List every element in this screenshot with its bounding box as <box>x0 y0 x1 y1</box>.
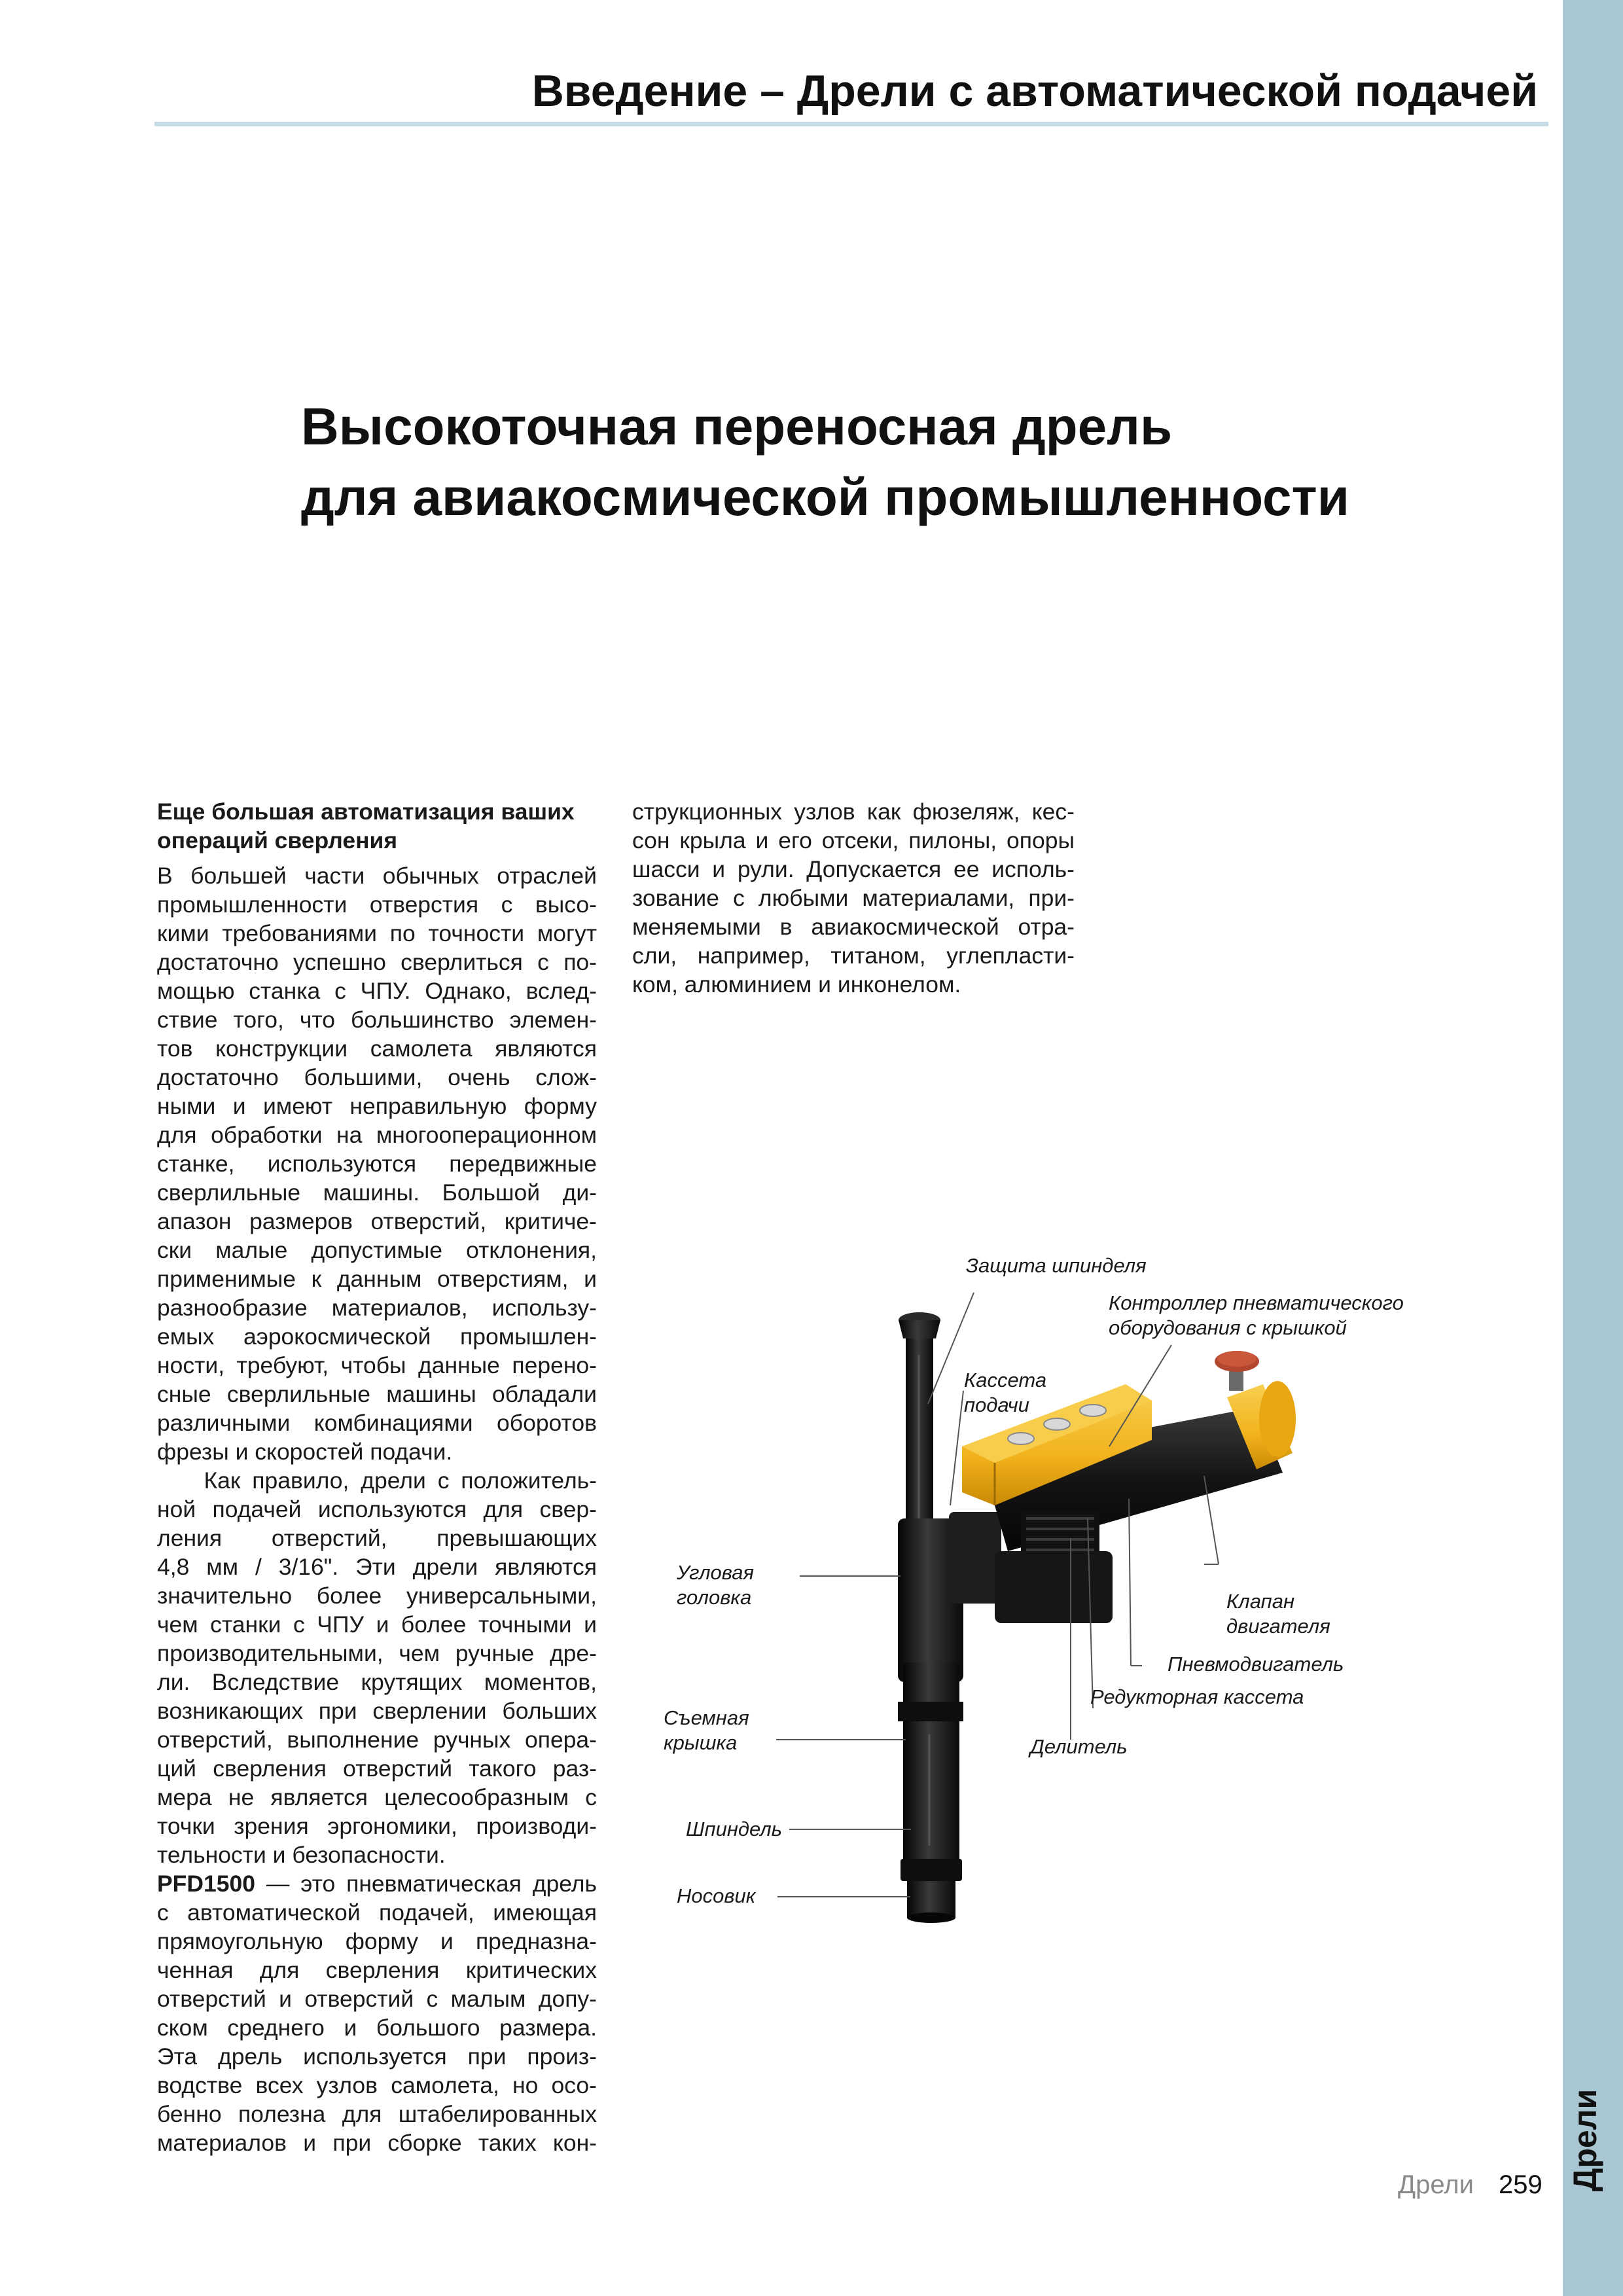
paragraph-line: сные сверлильные машины обладали <box>157 1381 597 1407</box>
paragraph-line: Как правило, дрели с положитель- <box>157 1467 597 1494</box>
paragraph-line: отверстий, выполнение ручных опера- <box>157 1727 597 1753</box>
paragraph-line: струкционных узлов как фюзеляж, кес- <box>632 798 1075 825</box>
angle-head-part <box>898 1512 1001 1682</box>
page-header-title: Введение – Дрели с автоматической подачей <box>531 66 1538 116</box>
paragraph-text: — это пневматическая дрель <box>255 1871 597 1897</box>
paragraph-line: материалов и при сборке таких кон- <box>157 2130 597 2156</box>
paragraph-line: ций сверления отверстий такого раз- <box>157 1755 597 1782</box>
subheading-line: операций сверления <box>157 827 398 853</box>
label-motor-valve <box>1226 1589 1330 1639</box>
paragraph-line: меняемыми в авиакосмической отра- <box>632 914 1075 940</box>
page-number: 259 <box>1499 2170 1543 2199</box>
paragraph-line: 4,8 мм / 3/16". Эти дрели являются <box>157 1554 597 1580</box>
drill-illustration <box>654 1244 1479 1950</box>
paragraph-line: сверлильные машины. Большой ди- <box>157 1179 597 1206</box>
paragraph-line: для обработки на многооперационном <box>157 1122 597 1148</box>
paragraph-2 <box>157 1466 597 1869</box>
paragraph-line: ски малые допустимые отклонения, <box>157 1237 597 1263</box>
paragraph-line: достаточно большими, очень слож- <box>157 1064 597 1090</box>
paragraph-line: станке, используются передвижные <box>157 1151 597 1177</box>
label-line: головка <box>677 1586 752 1609</box>
paragraph-line: разнообразие материалов, использу- <box>157 1295 597 1321</box>
paragraph-line: прямоугольную форму и предназна- <box>157 1928 597 1954</box>
paragraph-line: шасси и рули. Допускается ее исполь- <box>632 856 1075 882</box>
paragraph-line: тельности и безопасности. <box>157 1842 446 1868</box>
paragraph-1 <box>157 861 597 1466</box>
paragraph-line: сли, например, титаном, углепласти- <box>632 942 1075 969</box>
product-model: PFD1500 <box>157 1871 255 1897</box>
label-feed-cassette <box>964 1368 1046 1418</box>
paragraph-line: достаточно успешно сверлиться с по- <box>157 949 597 975</box>
main-title-line-1: Высокоточная переносная дрель <box>301 397 1173 456</box>
side-tab <box>1563 0 1623 2296</box>
label-gear-cassette: Редукторная кассета <box>1090 1685 1304 1708</box>
paragraph-line: мера не является целесообразным с <box>157 1784 597 1810</box>
paragraph-line: ности, требуют, чтобы данные перено- <box>157 1352 597 1378</box>
paragraph-line: зование с любыми материалами, при- <box>632 885 1075 911</box>
label-air-motor: Пневмодвигатель <box>1168 1653 1344 1676</box>
header-divider <box>154 122 1548 126</box>
text-column-left <box>157 797 597 2157</box>
spindle-column-part <box>898 1662 963 1923</box>
paragraph-line: тов конструкции самолета являются <box>157 1035 597 1062</box>
paragraph-line: различными комбинациями оборотов <box>157 1410 597 1436</box>
label-removable-cover <box>664 1706 749 1755</box>
paragraph-3 <box>157 1869 597 2157</box>
paragraph-line: апазон размеров отверстий, критиче- <box>157 1208 597 1234</box>
paragraph-line: ления отверстий, превышающих <box>157 1525 597 1551</box>
paragraph-line: с автоматической подачей, имеющая <box>157 1899 597 1926</box>
paragraph-line: В большей части обычных отраслей <box>157 863 597 889</box>
paragraph-line: ком, алюминием и инконелом. <box>632 971 961 997</box>
main-title-line-2: для авиакосмической промышленности <box>301 468 1349 526</box>
paragraph-line: Эта дрель используется при произ- <box>157 2043 597 2070</box>
label-line: Клапан <box>1226 1590 1295 1613</box>
drill-figure <box>654 1244 1479 1950</box>
paragraph-line: мощью станка с ЧПУ. Однако, вслед- <box>157 978 597 1004</box>
paragraph-line: возникающих при сверлении больших <box>157 1698 597 1724</box>
paragraph-line: отверстий и отверстий с малым допу- <box>157 1986 597 2012</box>
paragraph-line: сон крыла и его отсеки, пилоны, опоры <box>632 827 1075 853</box>
label-nose: Носовик <box>677 1884 756 1907</box>
main-title <box>301 391 1349 533</box>
section-subheading <box>157 797 597 855</box>
label-controller <box>1109 1291 1404 1340</box>
paragraph-line: ной подачей используются для свер- <box>157 1496 597 1522</box>
label-spindle-guard: Защита шпинделя <box>966 1254 1147 1277</box>
label-line: Контроллер пневматического <box>1109 1291 1404 1314</box>
paragraph-line: ли. Вследствие крутящих моментов, <box>157 1669 597 1695</box>
paragraph-line: точки зрения эргономики, производи- <box>157 1813 597 1839</box>
paragraph-line: значительно более универсальными, <box>157 1583 597 1609</box>
side-tab-label: Дрели <box>1567 2089 1603 2192</box>
paragraph-line: чем станки с ЧПУ и более точными и <box>157 1611 597 1638</box>
spindle-guard-part <box>899 1312 940 1528</box>
paragraph-line: бенно полезна для штабелированных <box>157 2101 597 2127</box>
paragraph-line: ными и имеют неправильную форму <box>157 1093 597 1119</box>
footer-section-name: Дрели <box>1398 2170 1474 2199</box>
label-line: Кассета <box>964 1369 1047 1391</box>
paragraph-line: ском среднего и большого размера. <box>157 2015 597 2041</box>
label-divider: Делитель <box>1030 1735 1128 1758</box>
paragraph-line <box>157 1869 597 1898</box>
paragraph-line: водстве всех узлов самолета, но осо- <box>157 2072 597 2098</box>
label-line: двигателя <box>1226 1615 1330 1638</box>
text-column-middle <box>632 797 1075 999</box>
label-line: Угловая <box>677 1561 755 1584</box>
paragraph-line: емых аэрокосмической промышлен- <box>157 1323 597 1350</box>
label-angle-head <box>677 1560 754 1610</box>
label-line: крышка <box>664 1731 738 1754</box>
paragraph-line: кими требованиями по точности могут <box>157 920 597 946</box>
paragraph-line: производительными, чем ручные дре- <box>157 1640 597 1666</box>
label-line: Съемная <box>664 1706 749 1729</box>
subheading-line: Еще большая автоматизация ваших <box>157 798 575 825</box>
paragraph-line: ствие того, что большинство элемен- <box>157 1007 597 1033</box>
label-line: оборудования с крышкой <box>1109 1316 1347 1339</box>
paragraph-line: промышленности отверстия с высо- <box>157 891 597 918</box>
paragraph-line: применимые к данным отверстиям, и <box>157 1266 597 1292</box>
paragraph-line: фрезы и скоростей подачи. <box>157 1439 453 1465</box>
paragraph-line: ченная для сверления критических <box>157 1957 597 1983</box>
label-spindle: Шпиндель <box>686 1818 783 1840</box>
label-line: подачи <box>964 1393 1029 1416</box>
